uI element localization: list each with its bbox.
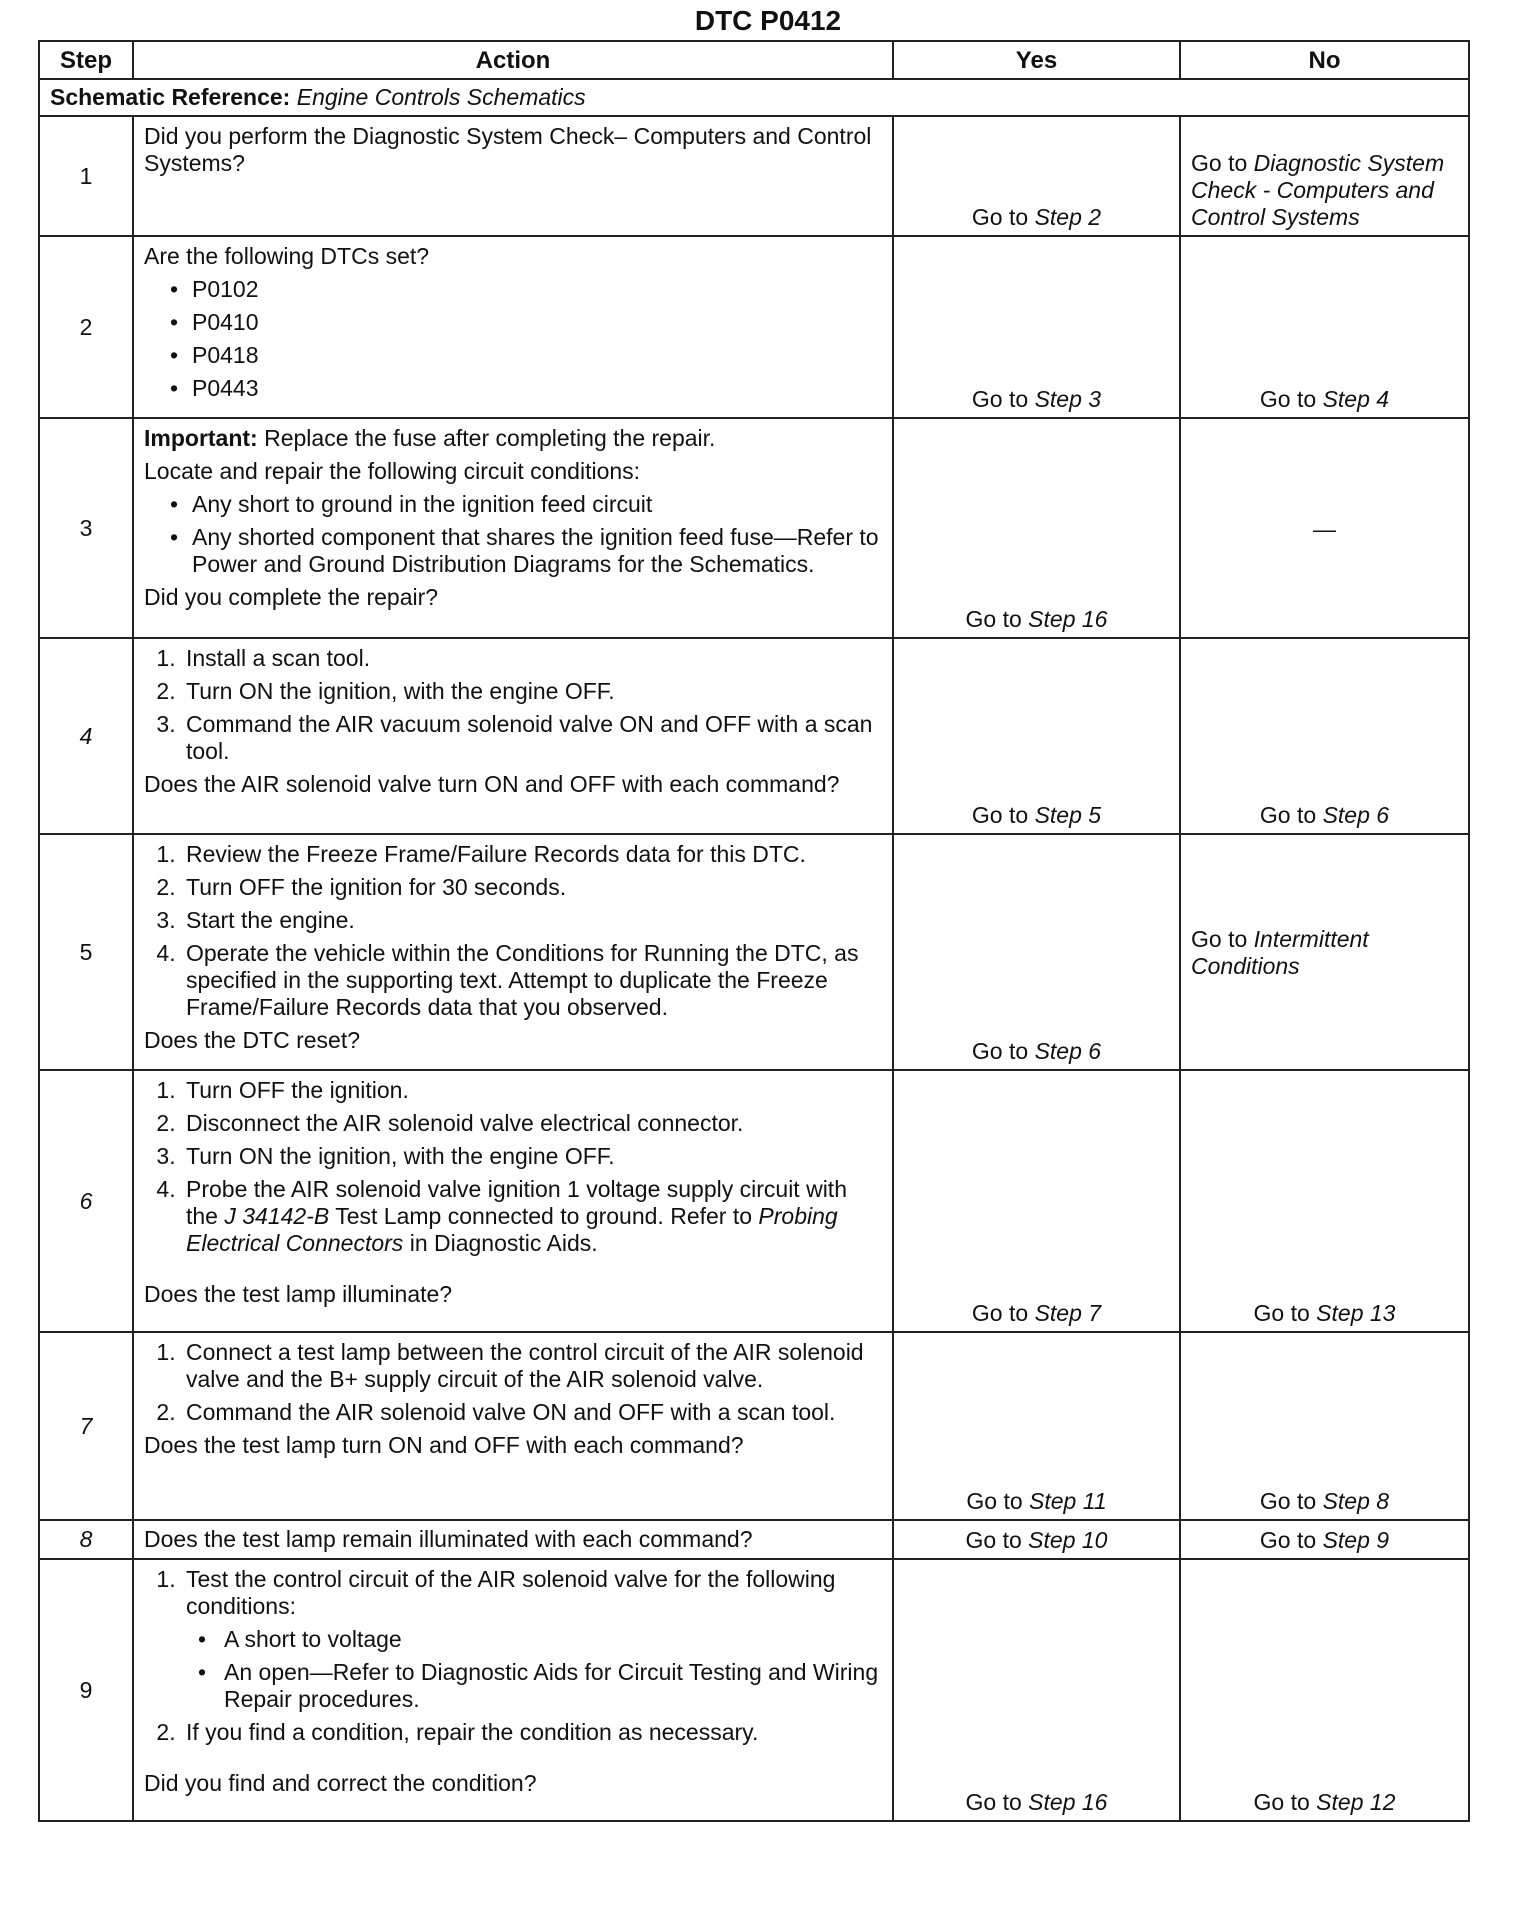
header-row <box>39 41 1469 79</box>
goto-label: Go to <box>1191 150 1248 176</box>
dtc-table <box>38 40 1470 1822</box>
yes-link[interactable]: Step 11 <box>1029 1488 1107 1514</box>
step-number: 9 <box>39 1559 133 1821</box>
step-number: 7 <box>39 1332 133 1520</box>
schematic-reference-link[interactable]: Engine Controls Schematics <box>296 84 586 110</box>
yes-cell <box>893 1520 1180 1559</box>
yes-cell <box>893 418 1180 638</box>
goto-label: Go to <box>971 204 1029 230</box>
goto-label: Go to <box>1253 1789 1310 1815</box>
table-row <box>39 638 1469 834</box>
no-link[interactable]: Diagnostic System Check - Computers and Control Systems <box>1191 150 1445 230</box>
yes-cell <box>893 638 1180 834</box>
schematic-reference-row <box>39 79 1469 116</box>
list-item: 4. Operate the vehicle within the Conditions for Running the DTC, as specified in the supporting text. Attempt to duplicate the Freeze Frame/Failure Records data that you observed. <box>182 940 882 1021</box>
step-number: 3 <box>39 418 133 638</box>
action-cell <box>133 116 893 236</box>
header-action: Action <box>133 41 893 79</box>
intro-text: Locate and repair the following circuit conditions: <box>144 458 641 484</box>
no-cell <box>1180 1332 1469 1520</box>
question: Does the AIR solenoid valve turn ON and OFF with each command? <box>144 771 840 797</box>
yes-link[interactable]: Step 16 <box>1028 1789 1108 1815</box>
action-cell <box>133 1520 893 1559</box>
list-item: • P0410 <box>192 309 882 336</box>
goto-label: Go to <box>971 802 1029 828</box>
no-link[interactable]: Step 12 <box>1316 1789 1396 1815</box>
item-text: Test the control circuit of the AIR solenoid valve for the following conditions: <box>186 1566 836 1619</box>
question: Did you find and correct the condition? <box>144 1770 537 1796</box>
no-link[interactable]: Step 4 <box>1322 386 1390 412</box>
list-item: 2. Turn OFF the ignition for 30 seconds. <box>182 874 882 901</box>
table-row <box>39 1070 1469 1332</box>
dtc-list <box>144 276 882 402</box>
procedure-list <box>144 1077 882 1257</box>
table-row <box>39 1559 1469 1821</box>
table-row <box>39 116 1469 236</box>
procedure-list <box>144 1339 882 1426</box>
action-cell <box>133 1070 893 1332</box>
table-row <box>39 1332 1469 1520</box>
list-item: 2. Turn ON the ignition, with the engine OFF. <box>182 678 882 705</box>
list-item: 2. Command the AIR solenoid valve ON and OFF with a scan tool. <box>182 1399 882 1426</box>
no-cell <box>1180 116 1469 236</box>
list-item: • P0443 <box>192 375 882 402</box>
list-item <box>182 1176 882 1257</box>
header-step: Step <box>39 41 133 79</box>
action-cell <box>133 236 893 418</box>
step-number: 4 <box>39 638 133 834</box>
goto-label: Go to <box>1253 1300 1310 1326</box>
goto-label: Go to <box>1191 926 1248 952</box>
action-cell <box>133 1559 893 1821</box>
step-number: 1 <box>39 116 133 236</box>
yes-link[interactable]: Step 2 <box>1034 204 1102 230</box>
list-item: • An open—Refer to Diagnostic Aids for Circuit Testing and Wiring Repair procedures. <box>220 1659 882 1713</box>
goto-label: Go to <box>1259 1488 1317 1514</box>
header-yes: Yes <box>893 41 1180 79</box>
yes-link[interactable]: Step 6 <box>1034 1038 1102 1064</box>
question: Did you complete the repair? <box>144 584 439 610</box>
goto-label: Go to <box>965 1789 1022 1815</box>
procedure-list <box>144 645 882 765</box>
goto-label: Go to <box>965 1527 1022 1553</box>
goto-label: Go to <box>1259 386 1317 412</box>
list-item: • Any short to ground in the ignition feed circuit <box>192 491 882 518</box>
step-number: 8 <box>39 1520 133 1559</box>
yes-cell <box>893 236 1180 418</box>
yes-link[interactable]: Step 5 <box>1034 802 1102 828</box>
no-cell <box>1180 638 1469 834</box>
no-cell <box>1180 1070 1469 1332</box>
list-item: 3. Command the AIR vacuum solenoid valve ON and OFF with a scan tool. <box>182 711 882 765</box>
list-item: • P0418 <box>192 342 882 369</box>
list-item: 2. Disconnect the AIR solenoid valve electrical connector. <box>182 1110 882 1137</box>
no-cell <box>1180 834 1469 1070</box>
action-cell <box>133 834 893 1070</box>
yes-link[interactable]: Step 7 <box>1034 1300 1102 1326</box>
list-item: 1. Connect a test lamp between the control circuit of the AIR solenoid valve and the B+ supply circuit of the AIR solenoid valve. <box>182 1339 882 1393</box>
list-item: 1. Install a scan tool. <box>182 645 882 672</box>
question: Does the test lamp turn ON and OFF with each command? <box>144 1432 744 1458</box>
yes-cell <box>893 1332 1180 1520</box>
list-item: • A short to voltage <box>220 1626 882 1653</box>
no-link[interactable]: Step 8 <box>1322 1488 1390 1514</box>
item-text: Probe the AIR solenoid valve ignition 1 voltage supply circuit with the <box>186 1176 847 1229</box>
probing-connectors-link[interactable]: Probing Electrical Connectors <box>186 1203 838 1256</box>
no-cell <box>1180 1559 1469 1821</box>
procedure-list <box>144 1566 882 1746</box>
no-cell <box>1180 1520 1469 1559</box>
condition-list <box>186 1626 882 1713</box>
list-item: 3. Start the engine. <box>182 907 882 934</box>
schematic-reference <box>39 79 1469 116</box>
important-note <box>144 425 882 452</box>
yes-link[interactable]: Step 16 <box>1028 606 1108 632</box>
goto-label: Go to <box>971 1038 1029 1064</box>
list-item: 2. If you find a condition, repair the condition as necessary. <box>182 1719 882 1746</box>
question: Did you perform the Diagnostic System Check– Computers and Control Systems? <box>144 123 872 176</box>
goto-label: Go to <box>1259 1527 1317 1553</box>
step-number: 5 <box>39 834 133 1070</box>
yes-cell <box>893 1559 1180 1821</box>
important-label: Important: <box>144 425 258 451</box>
schematic-reference-label: Schematic Reference: <box>50 84 291 110</box>
yes-cell <box>893 834 1180 1070</box>
yes-cell <box>893 116 1180 236</box>
no-cell <box>1180 418 1469 638</box>
no-link[interactable]: Intermittent Conditions <box>1191 926 1369 979</box>
question: Does the test lamp remain illuminated with each command? <box>144 1526 753 1552</box>
table-row <box>39 1520 1469 1559</box>
list-item <box>182 1566 882 1713</box>
question: Does the DTC reset? <box>144 1027 361 1053</box>
goto-label: Go to <box>971 1300 1029 1326</box>
step-number: 2 <box>39 236 133 418</box>
list-item: 1. Review the Freeze Frame/Failure Records data for this DTC. <box>182 841 882 868</box>
no-cell <box>1180 236 1469 418</box>
table-row <box>39 834 1469 1070</box>
yes-link[interactable]: Step 3 <box>1034 386 1102 412</box>
table-row <box>39 418 1469 638</box>
step-number: 6 <box>39 1070 133 1332</box>
list-item: 3. Turn ON the ignition, with the engine OFF. <box>182 1143 882 1170</box>
action-cell <box>133 1332 893 1520</box>
action-cell <box>133 418 893 638</box>
goto-label: Go to <box>1259 802 1317 828</box>
list-item: • Any shorted component that shares the ignition feed fuse—Refer to Power and Ground Distribution Diagrams for the Schematics. <box>192 524 882 578</box>
question: Are the following DTCs set? <box>144 243 430 269</box>
yes-cell <box>893 1070 1180 1332</box>
header-no: No <box>1180 41 1469 79</box>
tool-reference: J 34142-B <box>224 1203 330 1229</box>
item-text: Test Lamp connected to ground. Refer to <box>329 1203 759 1229</box>
no-link[interactable]: Step 6 <box>1322 802 1390 828</box>
important-text: Replace the fuse after completing the repair. <box>264 425 716 451</box>
table-row <box>39 236 1469 418</box>
list-item: 1. Turn OFF the ignition. <box>182 1077 882 1104</box>
item-text: in Diagnostic Aids. <box>403 1230 598 1256</box>
goto-label: Go to <box>971 386 1029 412</box>
goto-label: Go to <box>966 1488 1023 1514</box>
no-link[interactable]: Step 9 <box>1322 1527 1390 1553</box>
yes-link[interactable]: Step 10 <box>1028 1527 1108 1553</box>
page-title: DTC P0412 <box>694 5 842 36</box>
list-item: • P0102 <box>192 276 882 303</box>
action-cell <box>133 638 893 834</box>
condition-list <box>144 491 882 578</box>
procedure-list <box>144 841 882 1021</box>
no-link[interactable]: Step 13 <box>1316 1300 1396 1326</box>
no-value: — <box>1313 515 1336 542</box>
goto-label: Go to <box>965 606 1022 632</box>
question: Does the test lamp illuminate? <box>144 1281 453 1307</box>
